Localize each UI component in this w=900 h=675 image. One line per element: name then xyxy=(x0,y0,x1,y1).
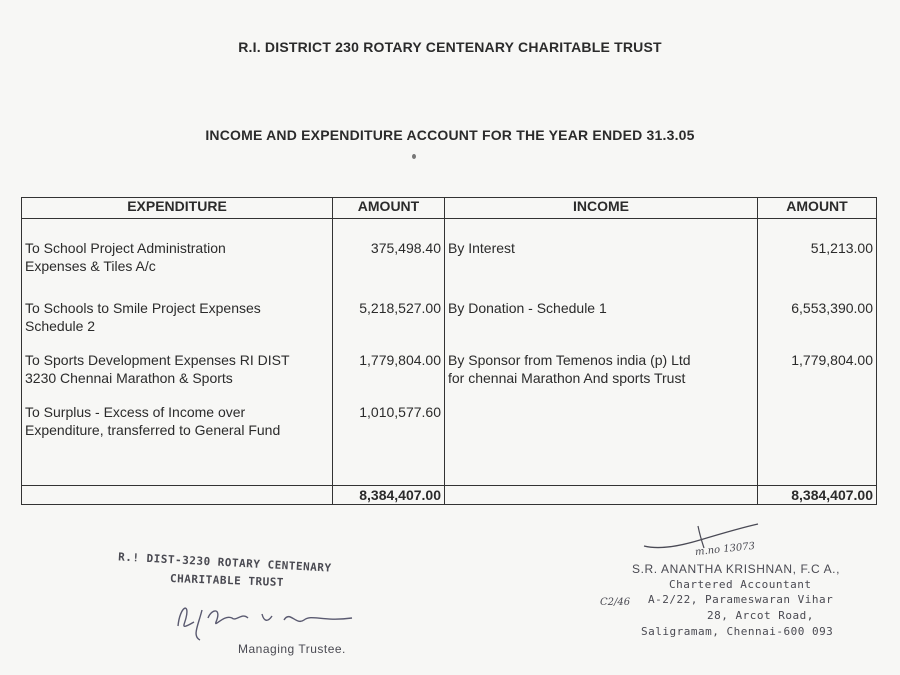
expenditure-line: To Schools to Smile Project Expenses xyxy=(25,300,261,316)
accountant-address-line1: A-2/22, Parameswaran Vihar xyxy=(648,593,834,606)
totals-row xyxy=(22,486,877,505)
expenditure-cell xyxy=(22,335,333,391)
expenditure-cell xyxy=(22,391,333,486)
expenditure-line: 3230 Chennai Marathon & Sports xyxy=(25,370,233,386)
totals-spacer xyxy=(445,486,758,505)
col-header-income: INCOME xyxy=(445,198,758,219)
trust-stamp-line2: CHARITABLE TRUST xyxy=(169,572,285,589)
exp-amount-cell: 1,779,804.00 xyxy=(333,335,445,391)
accountant-address-line3: Saligramam, Chennai-600 093 xyxy=(641,625,834,638)
expenditure-line: To School Project Administration xyxy=(25,240,226,256)
table-header-row xyxy=(22,198,877,219)
totals-spacer xyxy=(22,486,333,505)
table-row xyxy=(22,277,877,335)
trust-stamp-line1: R.! DIST-3230 ROTARY CENTENARY xyxy=(117,550,332,575)
membership-number-note: m.no 13073 xyxy=(694,540,756,559)
exp-amount-cell: 375,498.40 xyxy=(333,219,445,278)
handwritten-reference: C2/46 xyxy=(600,597,631,608)
expenditure-line: To Surplus - Excess of Income over xyxy=(25,404,246,420)
trust-name-heading: R.I. DISTRICT 230 ROTARY CENTENARY CHARITABLE TRUST xyxy=(238,39,662,55)
table-row xyxy=(22,219,877,278)
expenditure-line: Expenditure, transferred to General Fund xyxy=(25,422,281,438)
col-header-expenditure: EXPENDITURE xyxy=(22,198,333,219)
income-expenditure-table xyxy=(21,197,877,505)
exp-amount-cell: 5,218,527.00 xyxy=(333,277,445,335)
income-cell xyxy=(445,335,758,391)
exp-amount-cell: 1,010,577.60 xyxy=(333,391,445,486)
expenditure-line: Schedule 2 xyxy=(25,318,96,334)
inc-amount-cell: 1,779,804.00 xyxy=(758,335,877,391)
expenditure-cell xyxy=(22,277,333,335)
total-expenditure: 8,384,407.00 xyxy=(333,486,445,505)
income-line: By Interest xyxy=(448,240,515,256)
expenditure-line: To Sports Development Expenses RI DIST xyxy=(25,352,290,368)
expenditure-cell xyxy=(22,219,333,278)
income-line: By Donation - Schedule 1 xyxy=(448,300,607,316)
accountant-title: Chartered Accountant xyxy=(669,578,812,591)
statement-title: INCOME AND EXPENDITURE ACCOUNT FOR THE YEAR ENDED 31.3.05 xyxy=(205,127,695,143)
total-income: 8,384,407.00 xyxy=(758,486,877,505)
expenditure-line: Expenses & Tiles A/c xyxy=(25,258,156,274)
ink-speck xyxy=(412,154,416,159)
income-cell xyxy=(445,391,758,486)
managing-trustee-label: Managing Trustee. xyxy=(238,642,346,656)
table-row xyxy=(22,335,877,391)
trustee-signature-icon xyxy=(172,596,362,644)
col-header-exp-amount: AMOUNT xyxy=(333,198,445,219)
income-cell xyxy=(445,277,758,335)
income-cell xyxy=(445,219,758,278)
inc-amount-cell: 51,213.00 xyxy=(758,219,877,278)
income-line: for chennai Marathon And sports Trust xyxy=(448,370,686,386)
accountant-address-line2: 28, Arcot Road, xyxy=(707,609,814,622)
table-row xyxy=(22,391,877,486)
col-header-inc-amount: AMOUNT xyxy=(758,198,877,219)
inc-amount-cell: 6,553,390.00 xyxy=(758,277,877,335)
income-line: By Sponsor from Temenos india (p) Ltd xyxy=(448,352,691,368)
accountant-name: S.R. ANANTHA KRISHNAN, F.C A., xyxy=(632,562,841,576)
inc-amount-cell xyxy=(758,391,877,486)
